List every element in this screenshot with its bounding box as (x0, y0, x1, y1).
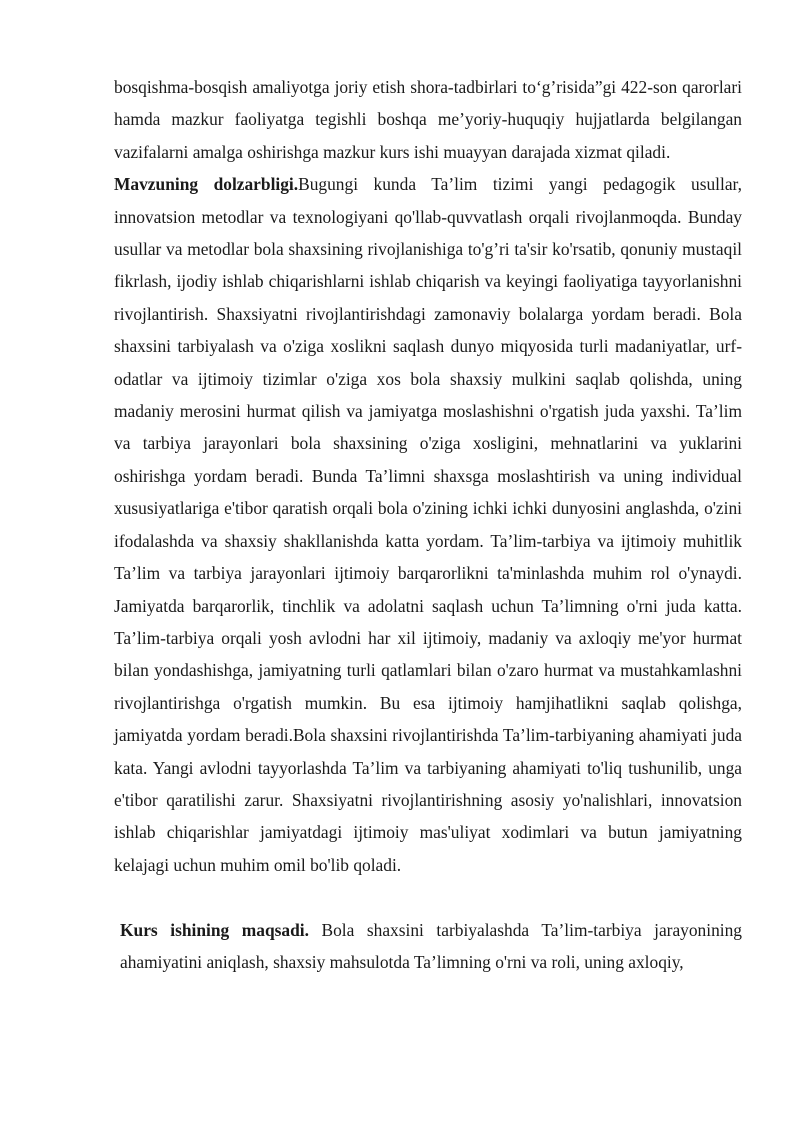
paragraph-relevance (114, 168, 742, 881)
paragraph-goal (114, 914, 742, 979)
paragraph-gap (114, 881, 742, 913)
paragraph-intro (114, 71, 742, 168)
document-page (114, 71, 742, 978)
goal-text: Bola shaxsini tarbiyalashda Ta’lim-tarbiya jarayonining ahamiyatini aniqlash, shaxsiy mahsulotda Ta’limning o'rni va roli, uning axloqiy, (120, 919, 743, 972)
relevance-heading: Mavzuning dolzarbligi. (114, 174, 299, 195)
goal-heading: Kurs ishining maqsadi. (120, 919, 309, 940)
relevance-text: Bugungi kunda Ta’lim tizimi yangi pedagogik usullar, innovatsion metodlar va texnologiyani qo'llab-quvvatlash orqali rivojlanmoqda. Bunday usullar va metodlar bola shaxsining rivojlanishiga to'g’ri ta'sir ko'rsatib, qonuniy mustaqil fikrlash, ijodiy ishlab chiqarishlarni ishlab chiqarish va keyingi faoliyatiga tayyorlanishni rivojlantirish. Shaxsiyatni rivojlantirishdagi zamonaviy bolalarga yordam beradi. Bola shaxsini tarbiyalash va o'ziga xoslikni saqlash dunyo miqyosida turli madaniyatlar, urf-odatlar va ijtimoiy tizimlar o'ziga xos bola shaxsiy mulkini saqlab qolishda, uning madaniy merosini hurmat qilish va jamiyatga moslashishni o'rgatish juda yaxshi. Ta’lim va tarbiya jarayonlari bola shaxsining o'ziga xosligini, mehnatlarini va yuklarini oshirishga yordam beradi. Bunda Ta’limni shaxsga moslashtirish va uning individual xususiyatlariga e'tibor qaratish orqali bola o'zining ichki ichki dunyosini anglashda, o'zini ifodalashda va shaxsiy shakllanishda katta yordam. Ta’lim-tarbiya va ijtimoiy muhitlik Ta’lim va tarbiya jarayonlari ijtimoiy barqarorlikni ta'minlashda muhim rol o'ynaydi. Jamiyatda barqarorlik, tinchlik va adolatni saqlash uchun Ta’limning o'rni juda katta. Ta’lim-tarbiya orqali yosh avlodni har xil ijtimoiy, madaniy va axloqiy me'yor hurmat bilan yondashishga, jamiyatning turli qatlamlari bilan o'zaro hurmat va mustahkamlashni rivojlantirishga o'rgatish mumkin. Bu esa ijtimoiy hamjihatlikni saqlab qolishga, jamiyatda yordam beradi.Bola shaxsini rivojlantirishda Ta’lim-tarbiyaning ahamiyati juda kata. Yangi avlodni tayyorlashda Ta’lim va tarbiyaning ahamiyati to'liq tushunilib, unga e'tibor qaratilishi zarur. Shaxsiyatni rivojlantirishning asosiy yo'nalishlari, innovatsion ishlab chiqarishlar jamiyatdagi ijtimoiy mas'uliyat xodimlari va butun jamiyatning kelajagi uchun muhim omil bo'lib qoladi. (114, 174, 742, 875)
paragraph-intro-text: bosqishma-bosqish amaliyotga joriy etish shora-tadbirlari to‘g’risida”gi 422-son qarorlari hamda mazkur faoliyatga tegishli boshqa me’yoriy-huquqiy hujjatlarda belgilangan vazifalarni amalga oshirishga mazkur kurs ishi muayyan darajada xizmat qiladi. (114, 77, 742, 162)
